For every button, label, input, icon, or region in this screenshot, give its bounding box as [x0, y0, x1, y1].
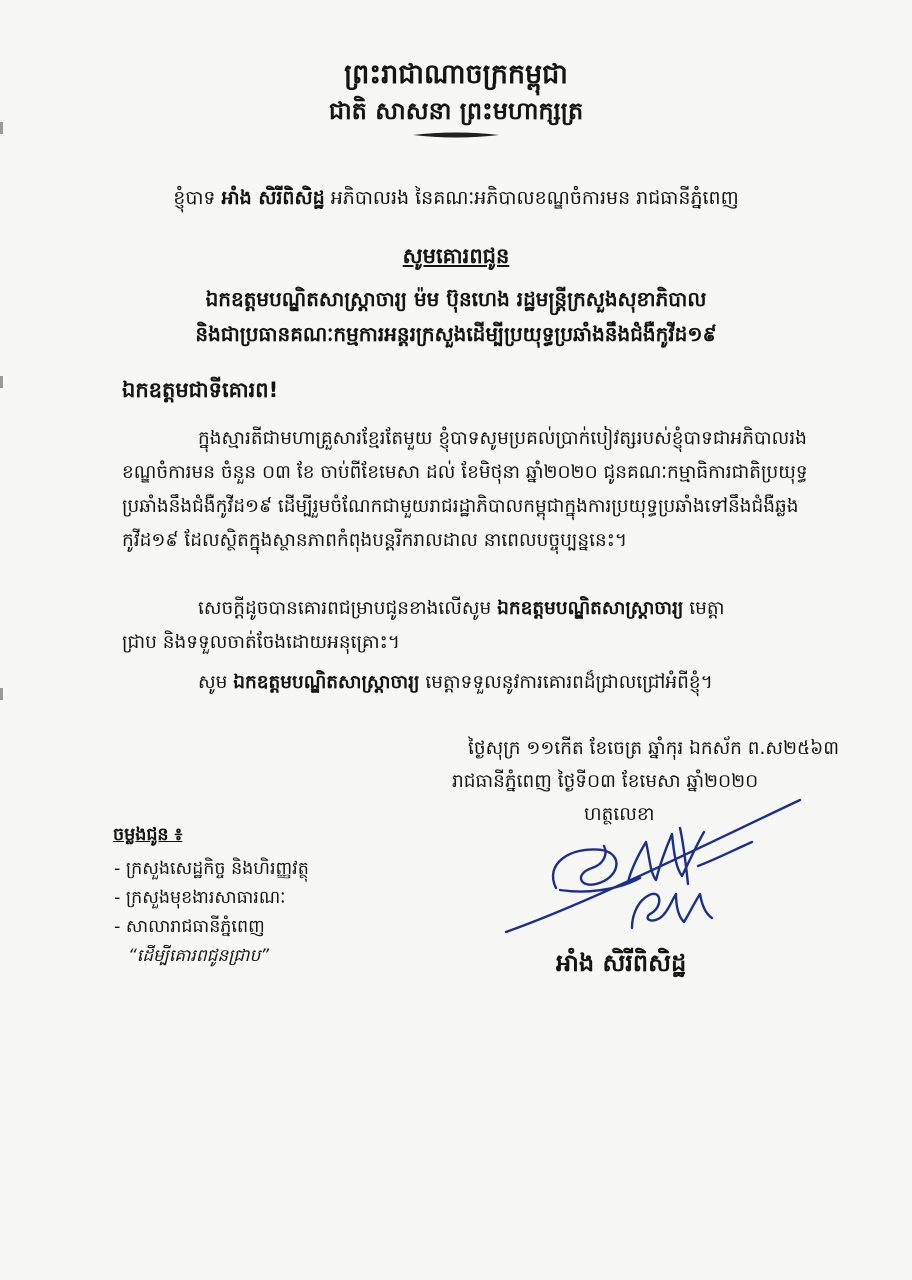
body-p3-line: [198, 671, 713, 698]
p3-prefix: សូម: [198, 672, 234, 693]
p3-recipient-title: ឯកឧត្តមបណ្ឌិតសាស្ត្រាចារ្យ: [233, 672, 420, 693]
kingdom-title: ព្រះរាជាណាចក្រកម្ពុជា: [344, 59, 568, 90]
p2-recipient-title: ឯកឧត្តមបណ្ឌិតសាស្ត្រាចារ្យ: [497, 598, 684, 619]
body-p1-line-4: កូវីដ១៩ ដែលស្ថិតក្នុងស្ថានភាពកំពុងបន្តរីករាលដាល នាពេលបច្ចុប្បន្ននេះ។: [122, 530, 628, 551]
p3-suffix: មេត្តាទទួលនូវការគោរពដ៏ជ្រាលជ្រៅអំពីខ្ញុំ។: [419, 672, 713, 693]
respectfully-heading: សូមគោរពជូន: [402, 244, 510, 268]
sender-position: អភិបាលរង នៃគណៈអភិបាលខណ្ឌចំការមន រាជធានីភ្នំពេញ: [330, 187, 739, 209]
cc-heading: ចម្លងជូន ៖: [113, 825, 183, 845]
scan-edge-mark: [0, 688, 3, 700]
national-motto: ជាតិ សាសនា ព្រះមហាក្សត្រ: [328, 97, 584, 125]
cc-item: - ក្រសួងមុខងារសាធារណៈ: [114, 888, 286, 908]
cc-item: - សាលារាជធានីភ្នំពេញ: [114, 917, 265, 937]
body-p1-line-1: ក្នុងស្មារតីជាមហាគ្រួសារខ្មែរតែមួយ ខ្ញុំបាទសូមប្រគល់ប្រាក់បៀវត្សរបស់ខ្ញុំបាទជាអភិបាលរង: [198, 428, 807, 449]
scan-edge-mark: [0, 376, 3, 388]
body-p1-line-2: ខណ្ឌចំការមន ចំនួន ០៣ ខែ ចាប់ពីខែមេសា ដល់ ខែមិថុនា ឆ្នាំ២០២០ ជូនគណៈកម្មាធិការជាតិប្រយុទ្ធ: [122, 462, 808, 483]
cc-item: - ក្រសួងសេដ្ឋកិច្ច និងហិរញ្ញវត្ថុ: [114, 859, 309, 879]
divider-ornament-icon: [0, 128, 912, 142]
sender-name: អាំង សិរីពិសិដ្ឋ: [221, 187, 325, 209]
sender-intro: [0, 186, 912, 214]
recipient-line-1: ឯកឧត្តមបណ្ឌិតសាស្ត្រាចារ្យ ម៉ម ប៊ុនហេង រដ្ឋមន្ត្រីក្រសួងសុខាភិបាល: [205, 287, 707, 311]
body-p2-line-1: [198, 597, 725, 624]
lunar-date: ថ្ងៃសុក្រ ១១កើត ខែចេត្រ ឆ្នាំកុរ ឯកស័ក ព.ស២៥៦៣: [468, 738, 840, 759]
recipient-line-2: និងជាប្រធានគណៈកម្មការអន្តរក្រសួងដើម្បីប្រយុទ្ធប្រឆាំងនឹងជំងឺកូវីដ១៩: [195, 322, 717, 346]
handwritten-signature-icon: [500, 790, 820, 940]
body-p1-line-3: ប្រឆាំងនឹងជំងឺកូវីដ១៩ ដើម្បីរួមចំណែកជាមួយរាជរដ្ឋាភិបាលកម្ពុជាក្នុងការប្រយុទ្ធប្រឆាំងទៅនឹងជំងឺឆ្លង: [122, 496, 799, 517]
body-p2-line-2: ជ្រាប និងទទួលចាត់ចែងដោយអនុគ្រោះ។: [122, 632, 400, 653]
p2-suffix: មេត្តា: [683, 598, 725, 619]
cc-note: “ដើម្បីគោរពជូនជ្រាប”: [128, 946, 270, 966]
solar-date: រាជធានីភ្នំពេញ ថ្ងៃទី០៣ ខែមេសា ឆ្នាំ២០២០: [452, 771, 759, 792]
salutation: ឯកឧត្តមជាទីគោរព!: [122, 378, 279, 402]
intro-prefix: ខ្ញុំបាទ: [173, 187, 216, 209]
signer-name: អាំង សិរីពិសិដ្ឋ: [556, 949, 687, 977]
p2-prefix: សេចក្តីដូចបានគោរពជម្រាបជូនខាងលើសូម: [198, 598, 498, 619]
signature-label: ហត្ថលេខា: [584, 804, 655, 825]
